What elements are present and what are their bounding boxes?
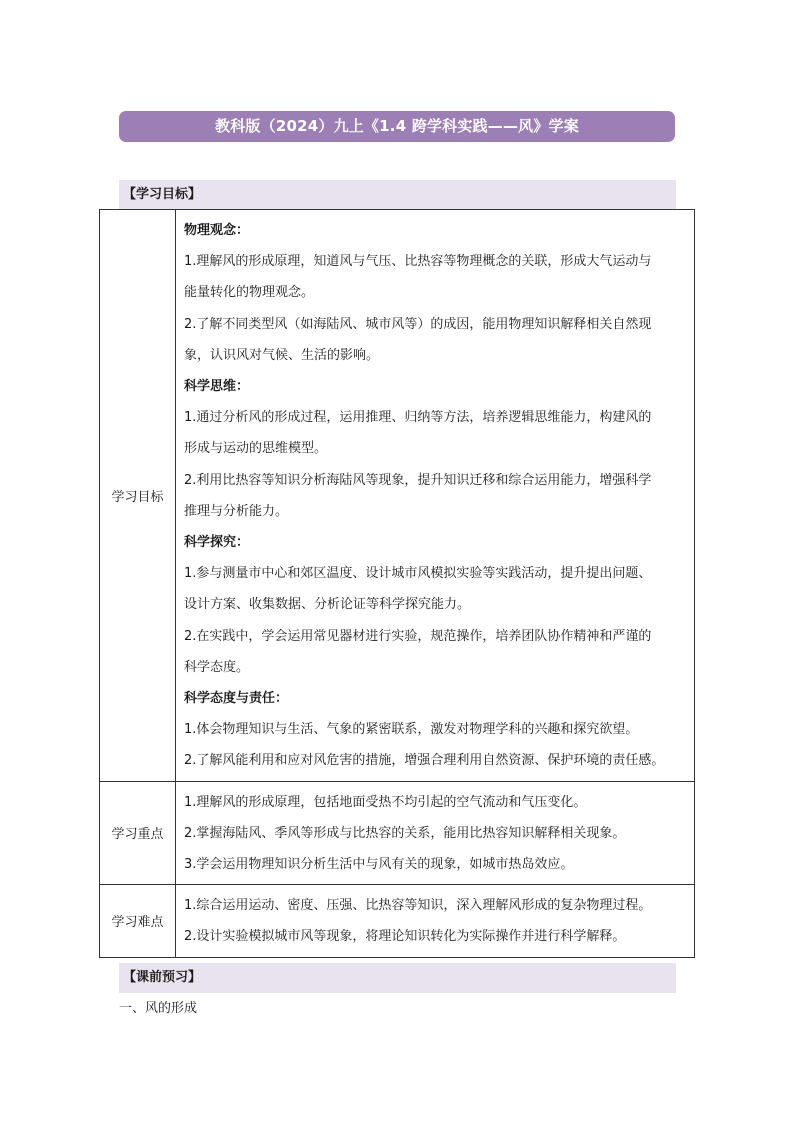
row-label-objectives: 学习目标	[100, 210, 176, 782]
objective-line: 形成与运动的思维模型。	[184, 441, 328, 457]
subheading-scientific-thinking: 科学思维：	[184, 379, 250, 395]
objective-line: 科学态度。	[184, 659, 250, 675]
row-label-difficulties: 学习难点	[100, 885, 176, 957]
key-points-content	[176, 781, 695, 885]
document-title: 教科版（2024）九上《1.4 跨学科实践——风》学案	[119, 111, 675, 142]
objective-line: 推理与分析能力。	[184, 503, 289, 519]
objective-line: 2.了解风能利用和应对风危害的措施，增强合理利用自然资源、保护环境的责任感。	[184, 753, 665, 769]
section-header-pre-class-preview: 【课前预习】	[119, 963, 676, 993]
table-row-key-points	[100, 781, 695, 885]
objective-line: 1.体会物理知识与生活、气象的紧密联系，激发对物理学科的兴趣和探究欲望。	[184, 722, 639, 738]
row-label-key-points: 学习重点	[100, 781, 176, 885]
objective-line: 1.理解风的形成原理，知道风与气压、比热容等物理概念的关联，形成大气运动与	[184, 254, 652, 270]
objective-line: 1.通过分析风的形成过程，运用推理、归纳等方法，培养逻辑思维能力，构建风的	[184, 410, 652, 426]
difficulty-line: 2.设计实验模拟城市风等现象，将理论知识转化为实际操作并进行科学解释。	[184, 929, 626, 945]
objectives-content	[176, 210, 695, 782]
key-point-line: 2.掌握海陆风、季风等形成与比热容的关系，能用比热容知识解释相关现象。	[184, 825, 626, 841]
subheading-scientific-inquiry: 科学探究：	[184, 535, 250, 551]
objective-line: 象，认识风对气候、生活的影响。	[184, 347, 380, 363]
difficulties-content	[176, 885, 695, 957]
key-point-line: 3.学会运用物理知识分析生活中与风有关的现象，如城市热岛效应。	[184, 857, 574, 873]
objective-line: 2.利用比热容等知识分析海陆风等现象，提升知识迁移和综合运用能力，增强科学	[184, 472, 652, 488]
key-point-line: 1.理解风的形成原理，包括地面受热不均引起的空气流动和气压变化。	[184, 794, 587, 810]
objective-line: 1.参与测量市中心和郊区温度、设计城市风模拟实验等实践活动，提升提出问题、	[184, 566, 652, 582]
objective-line: 能量转化的物理观念。	[184, 285, 315, 301]
objective-line: 2.了解不同类型风（如海陆风、城市风等）的成因，能用物理知识解释相关自然现	[184, 316, 652, 332]
difficulty-line: 1.综合运用运动、密度、压强、比热容等知识，深入理解风形成的复杂物理过程。	[184, 898, 652, 914]
table-row-objectives	[100, 210, 695, 782]
section-header-learning-goals: 【学习目标】	[119, 180, 676, 210]
subheading-physics-concepts: 物理观念：	[184, 223, 250, 238]
objective-line: 2.在实践中，学会运用常见器材进行实验，规范操作，培养团队协作精神和严谨的	[184, 628, 652, 644]
subheading-attitude-responsibility: 科学态度与责任：	[184, 691, 289, 707]
learning-goals-table	[99, 209, 695, 958]
preview-item-heading: 一、风的形成	[119, 1001, 198, 1016]
table-row-difficulties	[100, 885, 695, 957]
objective-line: 设计方案、收集数据、分析论证等科学探究能力。	[184, 597, 471, 613]
